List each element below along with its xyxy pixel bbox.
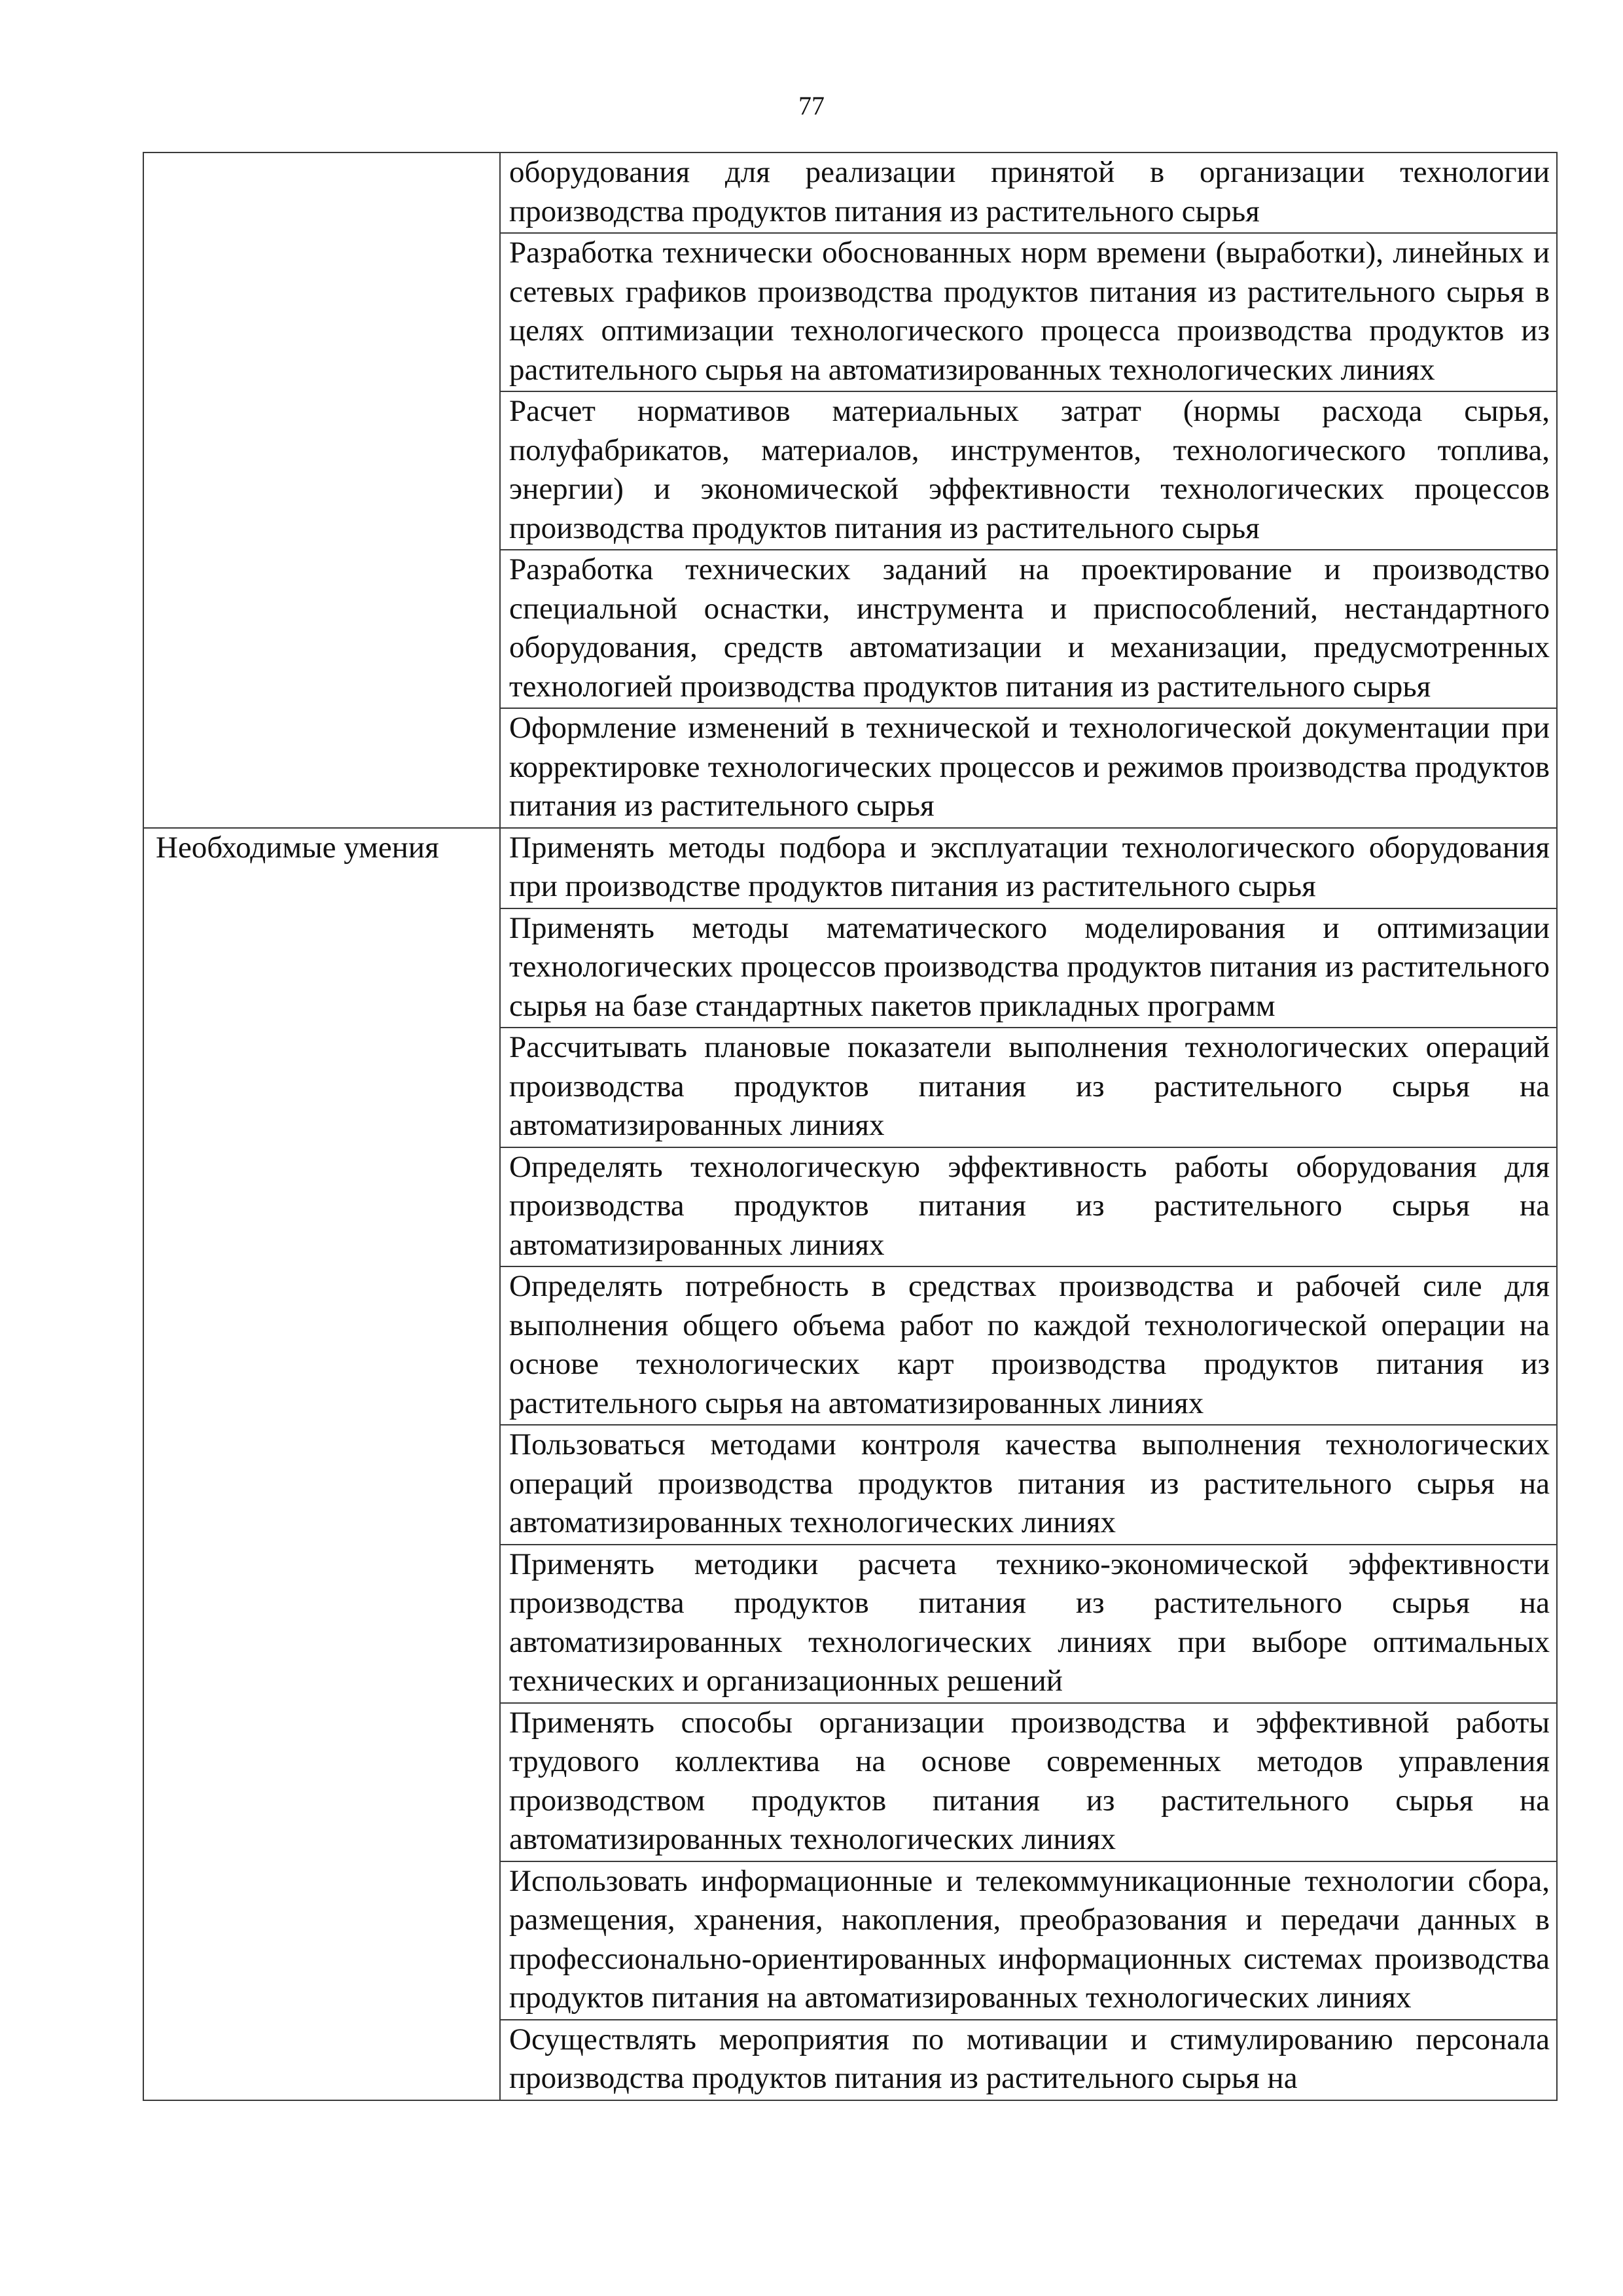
table-cell: Оформление изменений в технической и технологической документации при корректировке технологических процессов и режимов производства продуктов питания из растительного сырья — [500, 708, 1557, 828]
table-cell: Применять методы подбора и эксплуатации технологического оборудования при производстве продуктов питания из растительного сырья — [500, 828, 1557, 908]
table-cell: Определять потребность в средствах производства и рабочей силе для выполнения общего объема работ по каждой технологической операции на основе технологических карт производства продуктов питания из растительного сырья на автоматизированных линиях — [500, 1266, 1557, 1425]
table-row — [143, 152, 1557, 233]
table-cell: Применять методы математического моделирования и оптимизации технологических процессов производства продуктов питания из растительного сырья на базе стандартных пакетов прикладных программ — [500, 908, 1557, 1028]
competency-table — [143, 152, 1558, 2101]
table-cell: Рассчитывать плановые показатели выполнения технологических операций производства продуктов питания из растительного сырья на автоматизированных линиях — [500, 1028, 1557, 1147]
table-cell: Определять технологическую эффективность работы оборудования для производства продуктов питания из растительного сырья на автоматизированных линиях — [500, 1147, 1557, 1267]
table-cell: Разработка технических заданий на проектирование и производство специальной оснастки, инструмента и приспособлений, нестандартного оборудования, средств автоматизации и механизации, предусмотренных технологией производства продуктов питания из растительного сырья — [500, 550, 1557, 708]
table-cell: оборудования для реализации принятой в организации технологии производства продуктов питания из растительного сырья — [500, 152, 1557, 233]
table-row — [143, 828, 1557, 908]
table-cell: Расчет нормативов материальных затрат (нормы расхода сырья, полуфабрикатов, материалов, инструментов, технологического топлива, энергии) и экономической эффективности технологических процессов производства продуктов питания из растительного сырья — [500, 391, 1557, 550]
page-number: 77 — [798, 91, 825, 120]
table-cell: Применять методики расчета технико-экономической эффективности производства продуктов питания из растительного сырья на автоматизированных технологических линиях при выборе оптимальных технических и организационных решений — [500, 1545, 1557, 1703]
table-cell: Осуществлять мероприятия по мотивации и стимулированию персонала производства продуктов питания из растительного сырья на — [500, 2020, 1557, 2100]
table-cell: Пользоваться методами контроля качества выполнения технологических операций производства продуктов питания из растительного сырья на автоматизированных технологических линиях — [500, 1425, 1557, 1545]
table-cell: Использовать информационные и телекоммуникационные технологии сбора, размещения, хранения, накопления, преобразования и передачи данных в профессионально-ориентированных информационных системах производства продуктов питания на автоматизированных технологических линиях — [500, 1861, 1557, 2020]
table-cell: Применять способы организации производства и эффективной работы трудового коллектива на основе современных методов управления производством продуктов питания из растительного сырья на автоматизированных технологических линиях — [500, 1703, 1557, 1861]
row-label-empty — [143, 152, 500, 828]
row-label-required-skills: Необходимые умения — [143, 828, 500, 2100]
table-cell: Разработка технически обоснованных норм времени (выработки), линейных и сетевых графиков производства продуктов питания из растительного сырья в целях оптимизации технологического процесса производства продуктов из растительного сырья на автоматизированных технологических линиях — [500, 233, 1557, 391]
